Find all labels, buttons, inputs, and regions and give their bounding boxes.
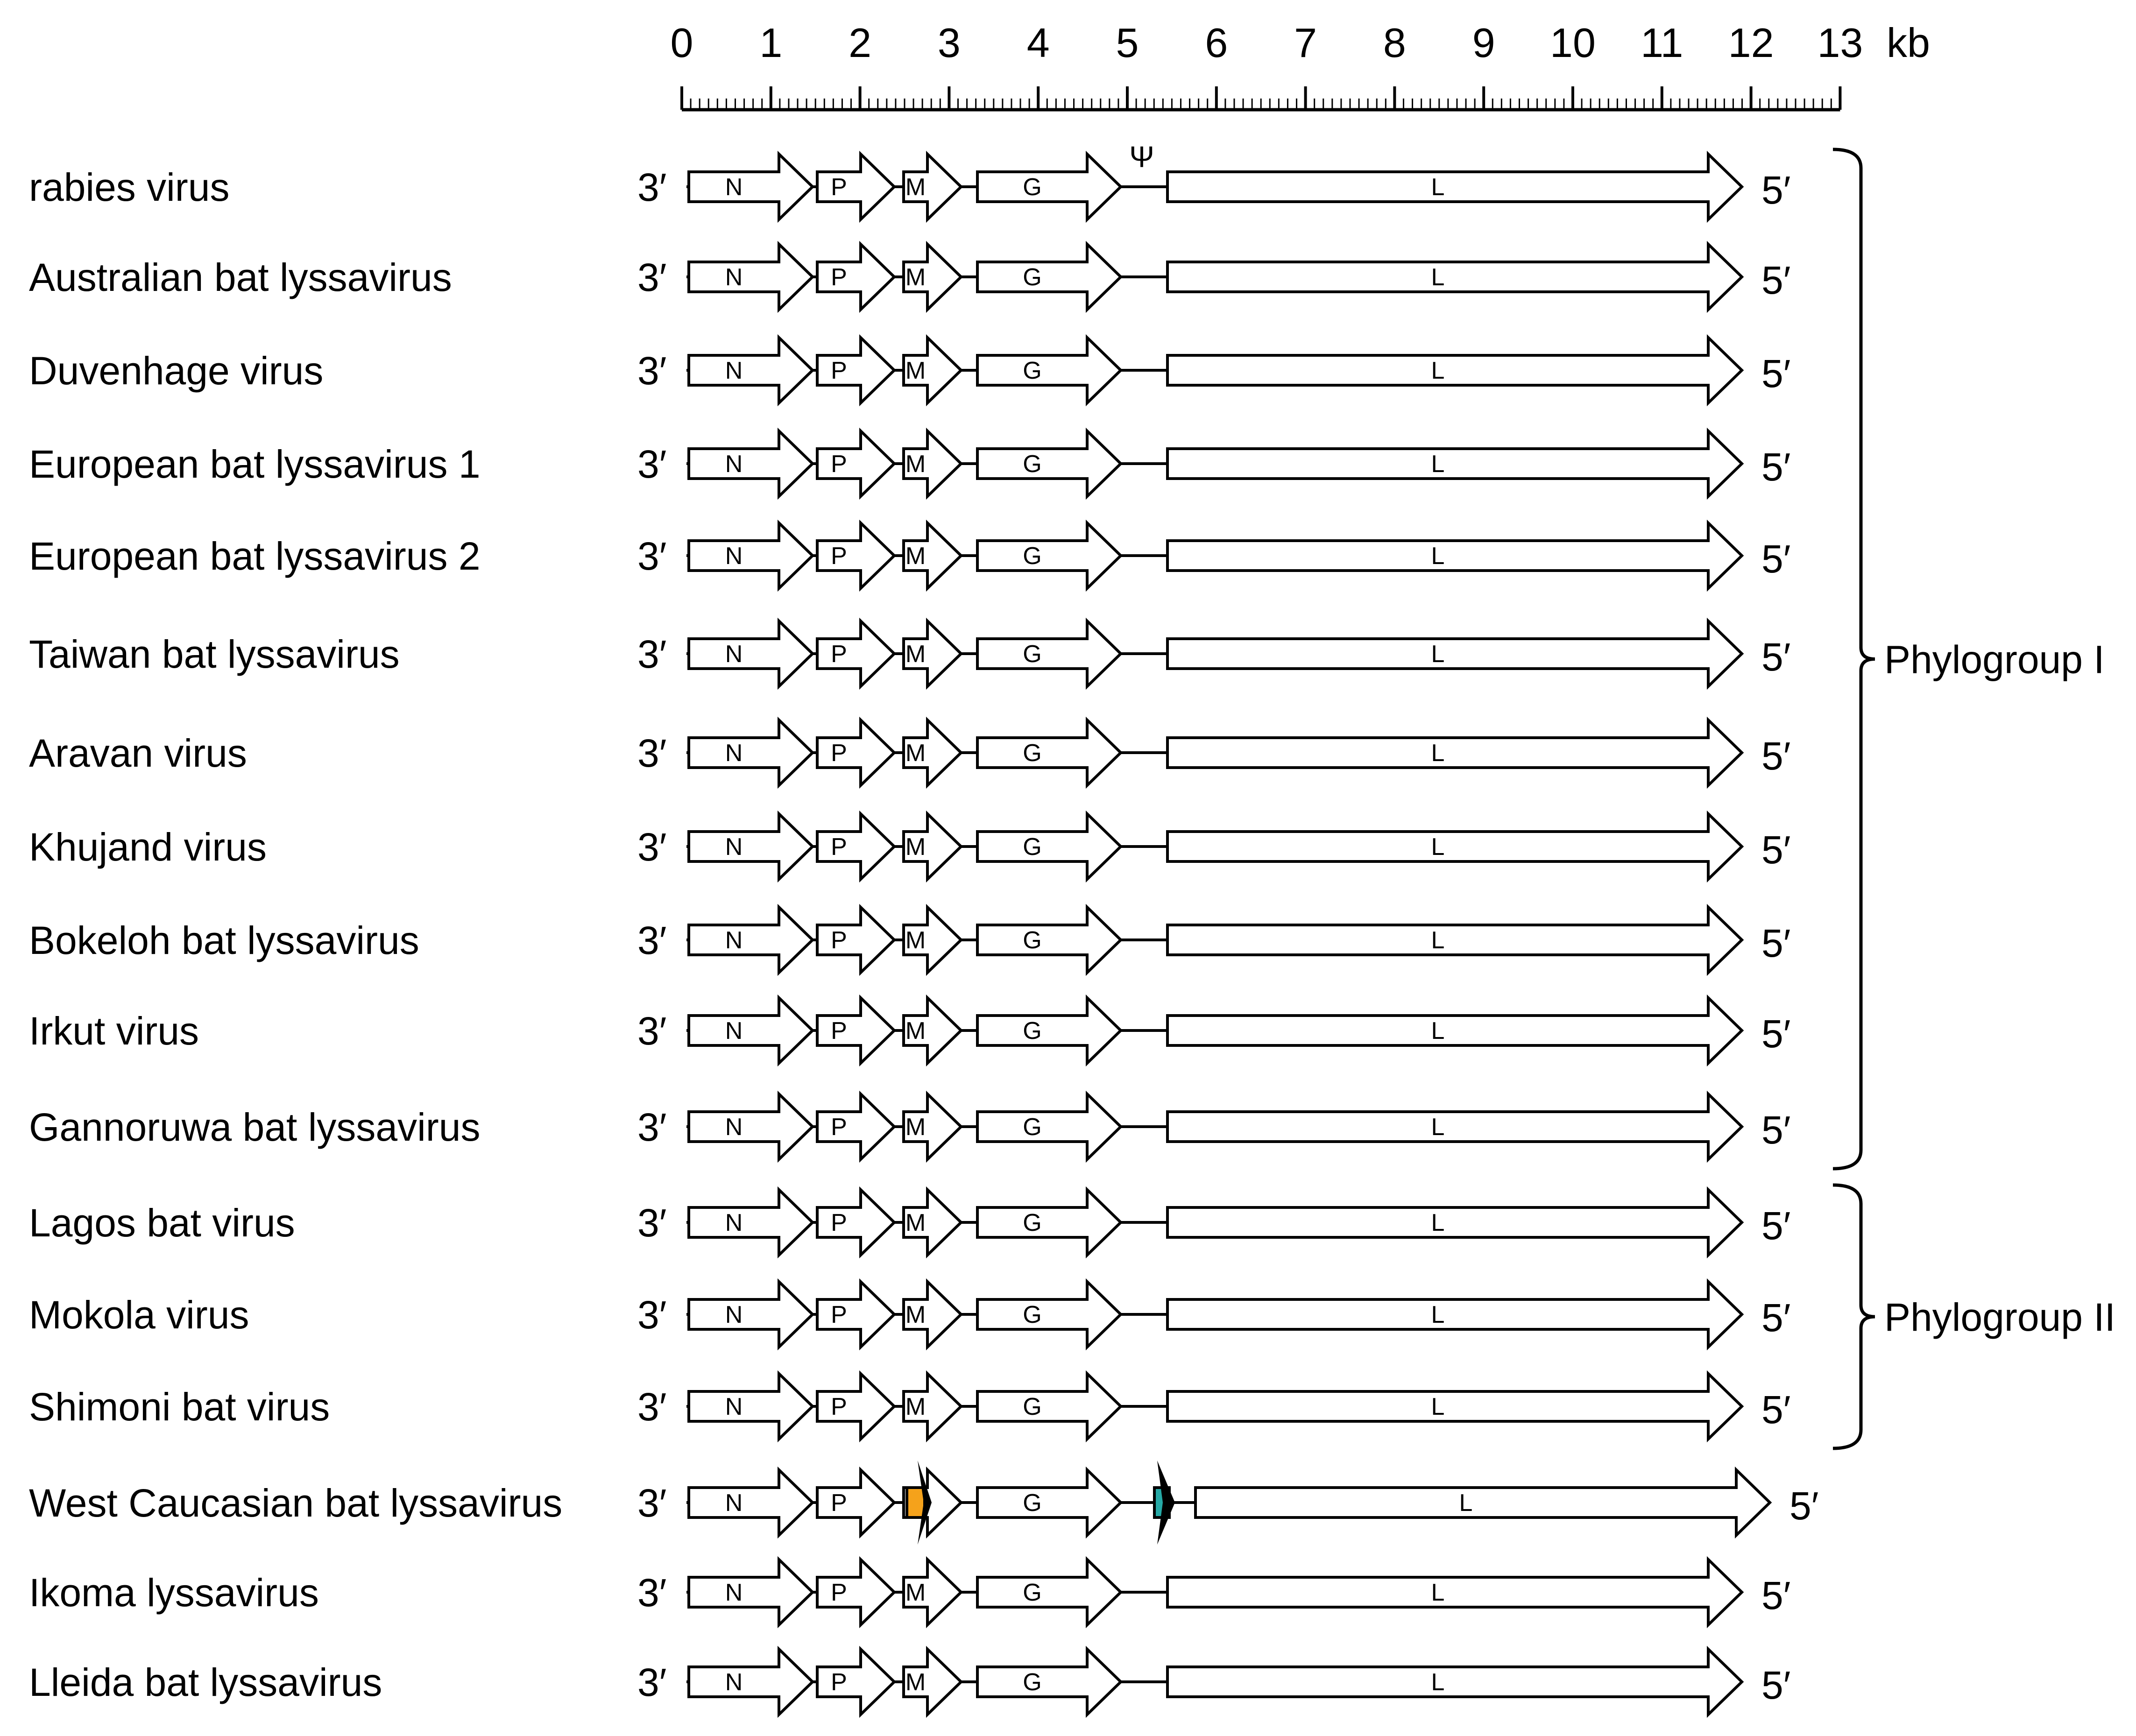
gene-P-arrow	[817, 1190, 894, 1255]
gene-G-arrow	[977, 431, 1121, 496]
five-prime-end: 5′	[1761, 635, 1791, 679]
virus-name: Aravan virus	[29, 731, 247, 775]
gene-N-arrow	[689, 621, 813, 686]
gene-N-arrow	[689, 1094, 813, 1159]
gene-G-label: G	[1023, 1579, 1042, 1606]
gene-G-arrow	[977, 621, 1121, 686]
gene-G-label: G	[1023, 1669, 1042, 1696]
five-prime-end: 5′	[1761, 1012, 1791, 1056]
gene-G-label: G	[1023, 1489, 1042, 1517]
genome-row	[29, 244, 1790, 310]
virus-name: Mokola virus	[29, 1293, 249, 1337]
three-prime-end: 3′	[637, 825, 667, 869]
gene-L-label: L	[1431, 357, 1445, 384]
gene-M-label: M	[905, 740, 926, 767]
gene-N-label: N	[725, 1393, 743, 1420]
gene-G-label: G	[1023, 264, 1042, 291]
gene-G-arrow	[977, 1094, 1121, 1159]
gene-G-arrow	[977, 1560, 1121, 1625]
gene-L-arrow	[1167, 1190, 1742, 1255]
five-prime-end: 5′	[1789, 1484, 1819, 1528]
gene-G-label: G	[1023, 641, 1042, 668]
gene-L-arrow	[1195, 1470, 1770, 1535]
gene-L-arrow	[1167, 1560, 1742, 1625]
phylogroup-bracket	[1833, 149, 1875, 1169]
gene-M-label: M	[905, 1114, 926, 1141]
scale-tick-label: 10	[1550, 20, 1596, 66]
five-prime-end: 5′	[1761, 1663, 1791, 1707]
gene-G-arrow	[977, 1190, 1121, 1255]
gene-P-label: P	[831, 641, 847, 668]
genome-row	[29, 998, 1790, 1063]
gene-G-label: G	[1023, 927, 1042, 954]
genome-row	[29, 1094, 1790, 1159]
gene-N-label: N	[725, 174, 743, 201]
three-prime-end: 3′	[637, 255, 667, 299]
gene-M-label: M	[905, 174, 926, 201]
gene-N-arrow	[689, 1374, 813, 1439]
gene-L-arrow	[1167, 1282, 1742, 1347]
five-prime-end: 5′	[1761, 1204, 1791, 1248]
gene-M-label: M	[905, 357, 926, 384]
gene-P-label: P	[831, 740, 847, 767]
three-prime-end: 3′	[637, 349, 667, 393]
gene-P-label: P	[831, 1393, 847, 1420]
gene-G-arrow	[977, 1649, 1121, 1715]
gene-P-label: P	[831, 264, 847, 291]
gene-P-label: P	[831, 1579, 847, 1606]
scale-tick-label: 11	[1641, 20, 1683, 66]
gene-L-label: L	[1431, 264, 1445, 291]
five-prime-end: 5′	[1761, 1388, 1791, 1432]
gene-N-label: N	[725, 1669, 743, 1696]
gene-N-arrow	[689, 1470, 813, 1535]
gene-P-label: P	[831, 451, 847, 478]
gene-N-arrow	[689, 1282, 813, 1347]
orange-orf-marker	[907, 1488, 925, 1517]
virus-name: Bokeloh bat lyssavirus	[29, 918, 419, 962]
gene-L-label: L	[1431, 641, 1445, 668]
virus-name: Taiwan bat lyssavirus	[29, 632, 400, 676]
gene-M-label: M	[905, 927, 926, 954]
three-prime-end: 3′	[637, 1009, 667, 1053]
gene-N-arrow	[689, 814, 813, 879]
gene-P-arrow	[817, 244, 894, 310]
genome-row	[29, 338, 1790, 403]
virus-name: rabies virus	[29, 165, 230, 209]
gene-N-label: N	[725, 1489, 743, 1517]
scale-tick-label: 1	[759, 20, 783, 66]
five-prime-end: 5′	[1761, 168, 1791, 212]
gene-P-arrow	[817, 720, 894, 785]
gene-L-arrow	[1167, 244, 1742, 310]
scale-tick-label: 8	[1383, 20, 1406, 66]
gene-P-label: P	[831, 357, 847, 384]
three-prime-end: 3′	[637, 1571, 667, 1615]
gene-N-arrow	[689, 1560, 813, 1625]
gene-M-label: M	[905, 543, 926, 570]
gene-G-label: G	[1023, 1301, 1042, 1328]
genome-row	[29, 907, 1790, 973]
gene-P-arrow	[817, 154, 894, 219]
gene-G-label: G	[1023, 1209, 1042, 1236]
gene-P-label: P	[831, 1209, 847, 1236]
gene-G-arrow	[977, 1470, 1121, 1535]
three-prime-end: 3′	[637, 918, 667, 962]
gene-P-arrow	[817, 1282, 894, 1347]
three-prime-end: 3′	[637, 632, 667, 676]
gene-N-label: N	[725, 1209, 743, 1236]
gene-N-arrow	[689, 1649, 813, 1715]
gene-M-label: M	[905, 1393, 926, 1420]
gene-M-label: M	[905, 1017, 926, 1044]
gene-G-arrow	[977, 154, 1121, 219]
gene-G-arrow	[977, 998, 1121, 1063]
gene-L-label: L	[1431, 833, 1445, 861]
genome-rows	[29, 140, 1818, 1715]
gene-P-label: P	[831, 1301, 847, 1328]
gene-P-arrow	[817, 907, 894, 973]
genome-row	[29, 431, 1790, 496]
gene-L-label: L	[1431, 740, 1445, 767]
gene-P-arrow	[817, 523, 894, 588]
phylogroup-brackets	[1833, 149, 2115, 1448]
phylogroup-label: Phylogroup I	[1884, 637, 2105, 682]
gene-N-label: N	[725, 1017, 743, 1044]
gene-P-arrow	[817, 621, 894, 686]
gene-L-arrow	[1167, 1094, 1742, 1159]
gene-N-label: N	[725, 641, 743, 668]
gene-L-arrow	[1167, 907, 1742, 973]
gene-P-label: P	[831, 833, 847, 861]
virus-name: Shimoni bat virus	[29, 1385, 330, 1429]
pseudogene-symbol: Ψ	[1129, 140, 1154, 174]
gene-P-arrow	[817, 1560, 894, 1625]
gene-P-arrow	[817, 1094, 894, 1159]
gene-L-arrow	[1167, 1374, 1742, 1439]
gene-P-label: P	[831, 1669, 847, 1696]
gene-G-label: G	[1023, 357, 1042, 384]
gene-N-label: N	[725, 833, 743, 861]
gene-N-arrow	[689, 431, 813, 496]
three-prime-end: 3′	[637, 1385, 667, 1429]
virus-name: European bat lyssavirus 2	[29, 534, 481, 578]
gene-M-label: M	[905, 1301, 926, 1328]
virus-name: Lagos bat virus	[29, 1201, 295, 1245]
scale-tick-label: 4	[1026, 20, 1050, 66]
gene-N-label: N	[725, 543, 743, 570]
three-prime-end: 3′	[637, 1105, 667, 1149]
five-prime-end: 5′	[1761, 258, 1791, 302]
virus-name: Duvenhage virus	[29, 349, 324, 393]
gene-M-label: M	[905, 1579, 926, 1606]
gene-L-arrow	[1167, 814, 1742, 879]
gene-P-arrow	[817, 1374, 894, 1439]
gene-L-arrow	[1167, 523, 1742, 588]
gene-N-label: N	[725, 740, 743, 767]
genome-row	[29, 1282, 1790, 1347]
gene-G-arrow	[977, 244, 1121, 310]
genome-row	[29, 1190, 1790, 1255]
gene-G-label: G	[1023, 543, 1042, 570]
three-prime-end: 3′	[637, 1293, 667, 1337]
five-prime-end: 5′	[1761, 1108, 1791, 1152]
gene-N-arrow	[689, 1190, 813, 1255]
five-prime-end: 5′	[1761, 921, 1791, 965]
genome-row	[29, 720, 1790, 785]
scale-tick-label: 13	[1817, 20, 1863, 66]
gene-M-label: M	[905, 1669, 926, 1696]
gene-N-label: N	[725, 451, 743, 478]
phylogroup-label: Phylogroup II	[1884, 1295, 2115, 1339]
gene-N-arrow	[689, 338, 813, 403]
gene-N-arrow	[689, 154, 813, 219]
genome-row	[29, 1649, 1790, 1715]
scale-unit-label: kb	[1887, 20, 1930, 66]
gene-P-label: P	[831, 174, 847, 201]
scale-tick-label: 3	[937, 20, 961, 66]
gene-M-label: M	[905, 451, 926, 478]
five-prime-end: 5′	[1761, 352, 1791, 395]
gene-P-label: P	[831, 1017, 847, 1044]
gene-M-label: M	[905, 833, 926, 861]
virus-name: Ikoma lyssavirus	[29, 1571, 319, 1615]
genome-row	[29, 140, 1790, 219]
five-prime-end: 5′	[1761, 1296, 1791, 1340]
gene-P-arrow	[817, 998, 894, 1063]
virus-name: Irkut virus	[29, 1009, 199, 1053]
scale-tick-label: 12	[1728, 20, 1774, 66]
gene-L-arrow	[1167, 1649, 1742, 1715]
gene-N-label: N	[725, 264, 743, 291]
gene-L-label: L	[1431, 543, 1445, 570]
gene-N-label: N	[725, 357, 743, 384]
three-prime-end: 3′	[637, 165, 667, 209]
gene-P-arrow	[817, 338, 894, 403]
genome-row	[29, 621, 1790, 686]
genome-row	[29, 523, 1790, 588]
virus-name: Australian bat lyssavirus	[29, 255, 452, 299]
gene-L-label: L	[1431, 1209, 1445, 1236]
three-prime-end: 3′	[637, 1481, 667, 1525]
gene-L-arrow	[1167, 621, 1742, 686]
gene-L-arrow	[1167, 431, 1742, 496]
virus-name: European bat lyssavirus 1	[29, 442, 481, 486]
scale-tick-label: 6	[1205, 20, 1228, 66]
scale-tick-label: 0	[670, 20, 693, 66]
gene-M-label: M	[905, 1209, 926, 1236]
gene-P-arrow	[817, 1470, 894, 1535]
scale-tick-label: 9	[1472, 20, 1495, 66]
virus-name: West Caucasian bat lyssavirus	[29, 1481, 563, 1525]
gene-G-label: G	[1023, 833, 1042, 861]
gene-G-arrow	[977, 338, 1121, 403]
gene-L-label: L	[1431, 1301, 1445, 1328]
gene-L-label: L	[1431, 1393, 1445, 1420]
five-prime-end: 5′	[1761, 734, 1791, 778]
gene-G-label: G	[1023, 1393, 1042, 1420]
gene-L-label: L	[1459, 1489, 1473, 1517]
gene-L-label: L	[1431, 174, 1445, 201]
gene-N-arrow	[689, 720, 813, 785]
gene-G-label: G	[1023, 174, 1042, 201]
five-prime-end: 5′	[1761, 828, 1791, 872]
three-prime-end: 3′	[637, 534, 667, 578]
scale-tick-label: 2	[849, 20, 872, 66]
gene-G-label: G	[1023, 1114, 1042, 1141]
virus-name: Gannoruwa bat lyssavirus	[29, 1105, 481, 1149]
gene-G-label: G	[1023, 1017, 1042, 1044]
genome-row	[29, 1374, 1790, 1439]
gene-P-arrow	[817, 814, 894, 879]
gene-G-label: G	[1023, 740, 1042, 767]
gene-L-label: L	[1431, 1017, 1445, 1044]
scale-tick-label: 7	[1294, 20, 1317, 66]
gene-P-arrow	[817, 431, 894, 496]
gene-L-label: L	[1431, 1114, 1445, 1141]
gene-N-arrow	[689, 907, 813, 973]
gene-G-arrow	[977, 720, 1121, 785]
gene-G-arrow	[977, 907, 1121, 973]
gene-G-arrow	[977, 523, 1121, 588]
three-prime-end: 3′	[637, 1660, 667, 1704]
genome-row	[29, 814, 1790, 879]
gene-G-arrow	[977, 814, 1121, 879]
gene-N-label: N	[725, 927, 743, 954]
virus-name: Khujand virus	[29, 825, 267, 869]
gene-N-arrow	[689, 523, 813, 588]
virus-name: Lleida bat lyssavirus	[29, 1660, 382, 1704]
gene-L-label: L	[1431, 451, 1445, 478]
gene-L-label: L	[1431, 1579, 1445, 1606]
gene-G-label: G	[1023, 451, 1042, 478]
scale-tick-label: 5	[1116, 20, 1139, 66]
gene-N-arrow	[689, 244, 813, 310]
gene-M-label: M	[905, 264, 926, 291]
five-prime-end: 5′	[1761, 1574, 1791, 1617]
gene-L-label: L	[1431, 927, 1445, 954]
five-prime-end: 5′	[1761, 445, 1791, 489]
gene-L-arrow	[1167, 720, 1742, 785]
gene-G-arrow	[977, 1374, 1121, 1439]
gene-P-label: P	[831, 927, 847, 954]
phylogroup-bracket	[1833, 1185, 1875, 1448]
gene-M-label: M	[905, 641, 926, 668]
five-prime-end: 5′	[1761, 537, 1791, 581]
gene-N-label: N	[725, 1301, 743, 1328]
gene-L-label: L	[1431, 1669, 1445, 1696]
gene-N-arrow	[689, 998, 813, 1063]
gene-N-label: N	[725, 1579, 743, 1606]
gene-N-label: N	[725, 1114, 743, 1141]
gene-L-arrow	[1167, 998, 1742, 1063]
three-prime-end: 3′	[637, 442, 667, 486]
genome-row	[29, 1461, 1818, 1545]
gene-P-label: P	[831, 1489, 847, 1517]
genome-row	[29, 1560, 1790, 1625]
gene-P-label: P	[831, 1114, 847, 1141]
gene-P-label: P	[831, 543, 847, 570]
gene-L-arrow	[1167, 338, 1742, 403]
gene-G-arrow	[977, 1282, 1121, 1347]
three-prime-end: 3′	[637, 731, 667, 775]
three-prime-end: 3′	[637, 1201, 667, 1245]
gene-L-arrow	[1167, 154, 1742, 219]
kb-scale-bar	[671, 20, 1930, 110]
gene-P-arrow	[817, 1649, 894, 1715]
